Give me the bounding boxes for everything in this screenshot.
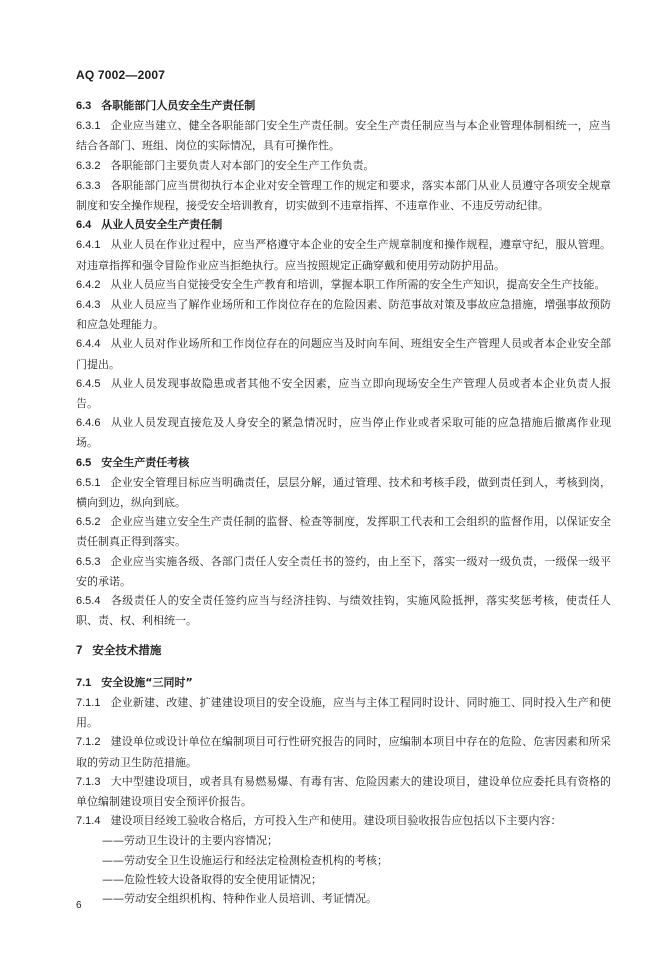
list-item: ——劳动安全卫生设施运行和经法定检测检查机构的考核； <box>102 853 388 867</box>
clause-6-4-4: 6.4.4 从业人员对作业场所和工作岗位存在的问题应当及时向车间、班组安全生产管理人员或者本企业安全部门提出。 <box>76 337 611 371</box>
clause-6-5-2: 6.5.2 企业应当建立安全生产责任制的监督、检查等制度，发挥职工代表和工会组织的监督作用，以保证安全责任制真正得到落实。 <box>76 515 611 549</box>
clause-6-5-3: 6.5.3 企业应当实施各级、各部门责任人安全责任书的签约，由上至下，落实一级对一级负责，一级保一级平安的承诺。 <box>76 554 611 588</box>
section-heading-6-4: 6.4 从业人员安全生产责任制 <box>76 218 223 232</box>
clause-6-5-4: 6.5.4 各级责任人的安全责任签约应当与经济挂钩、与绩效挂钩，实施风险抵押，落实奖惩考核，使责任人职、责、权、利相统一。 <box>76 594 611 628</box>
clause-6-4-1: 6.4.1 从业人员在作业过程中，应当严格遵守本企业的安全生产规章制度和操作规程，遵章守纪，服从管理。对违章指挥和强令冒险作业应当拒绝执行。应当按照规定正确穿戴和使用劳动防护用品。 <box>76 238 611 272</box>
clause-7-1-1: 7.1.1 企业新建、改建、扩建建设项目的安全设施，应当与主体工程同时设计、同时施工、同时投入生产和使用。 <box>76 695 611 730</box>
clause-7-1-2: 7.1.2 建设单位或设计单位在编制项目可行性研究报告的同时，应编制本项目中存在的危险、危害因素和所采取的劳动卫生防范措施。 <box>76 735 611 769</box>
clause-6-4-6: 6.4.6 从业人员发现直接危及人身安全的紧急情况时，应当停止作业或者采取可能的应急措施后撤离作业现场。 <box>76 416 611 450</box>
document-body <box>76 96 611 908</box>
clause-7-1-3: 7.1.3 大中型建设项目，或者具有易燃易爆、有毒有害、危险因素大的建设项目，建设单位应委托具有资格的单位编制建设项目安全预评价报告。 <box>76 774 611 808</box>
standard-code: AQ 7002—2007 <box>76 68 166 82</box>
clause-6-4-2: 6.4.2 从业人员应当自觉接受安全生产教育和培训，掌握本职工作所需的安全生产知识，提高安全生产技能。 <box>76 277 606 291</box>
clause-6-3-1: 6.3.1 企业应当建立、健全各职能部门安全生产责任制。安全生产责任制应当与本企业管理体制相统一，应当结合各部门、班组、岗位的实际情况，具有可操作性。 <box>76 119 611 153</box>
clause-6-4-3: 6.4.3 从业人员应当了解作业场所和工作岗位存在的危险因素、防范事故对策及事故应急措施，增强事故预防和应急处理能力。 <box>76 298 611 332</box>
section-heading-7-1: 7.1 安全设施“三同时” <box>76 675 193 689</box>
clause-6-3-2: 6.3.2 各职能部门主要负责人对本部门的安全生产工作负责。 <box>76 158 375 172</box>
page-number: 6 <box>76 900 82 911</box>
clause-6-4-5: 6.4.5 从业人员发现事故隐患或者其他不安全因素，应当立即向现场安全生产管理人员或者本企业负责人报告。 <box>76 376 611 411</box>
list-item: ——危险性较大设备取得的安全使用证情况； <box>102 872 322 886</box>
section-heading-6-5: 6.5 安全生产责任考核 <box>76 455 190 469</box>
section-heading-6-3: 6.3 各职能部门人员安全生产责任制 <box>76 99 256 112</box>
clause-6-5-1: 6.5.1 企业安全管理目标应当明确责任，层层分解，通过管理、技术和考核手段，做到责任到人，考核到岗，横向到边，纵向到底。 <box>76 475 611 510</box>
chapter-heading-7: 7 安全技术措施 <box>76 643 162 658</box>
clause-7-1-4: 7.1.4 建设项目经竣工验收合格后，方可投入生产和使用。建设项目验收报告应包括以下主要内容： <box>76 814 562 828</box>
clause-6-3-3: 6.3.3 各职能部门应当贯彻执行本企业对安全管理工作的规定和要求，落实本部门从业人员遵守各项安全规章制度和安全操作规程，接受安全培训教育，切实做到不违章指挥、不违章作业、不违反劳动纪律。 <box>76 178 611 213</box>
list-item: ——劳动卫生设计的主要内容情况； <box>102 834 278 848</box>
list-item: ——劳动安全组织机构、特种作业人员培训、考证情况。 <box>102 891 377 905</box>
